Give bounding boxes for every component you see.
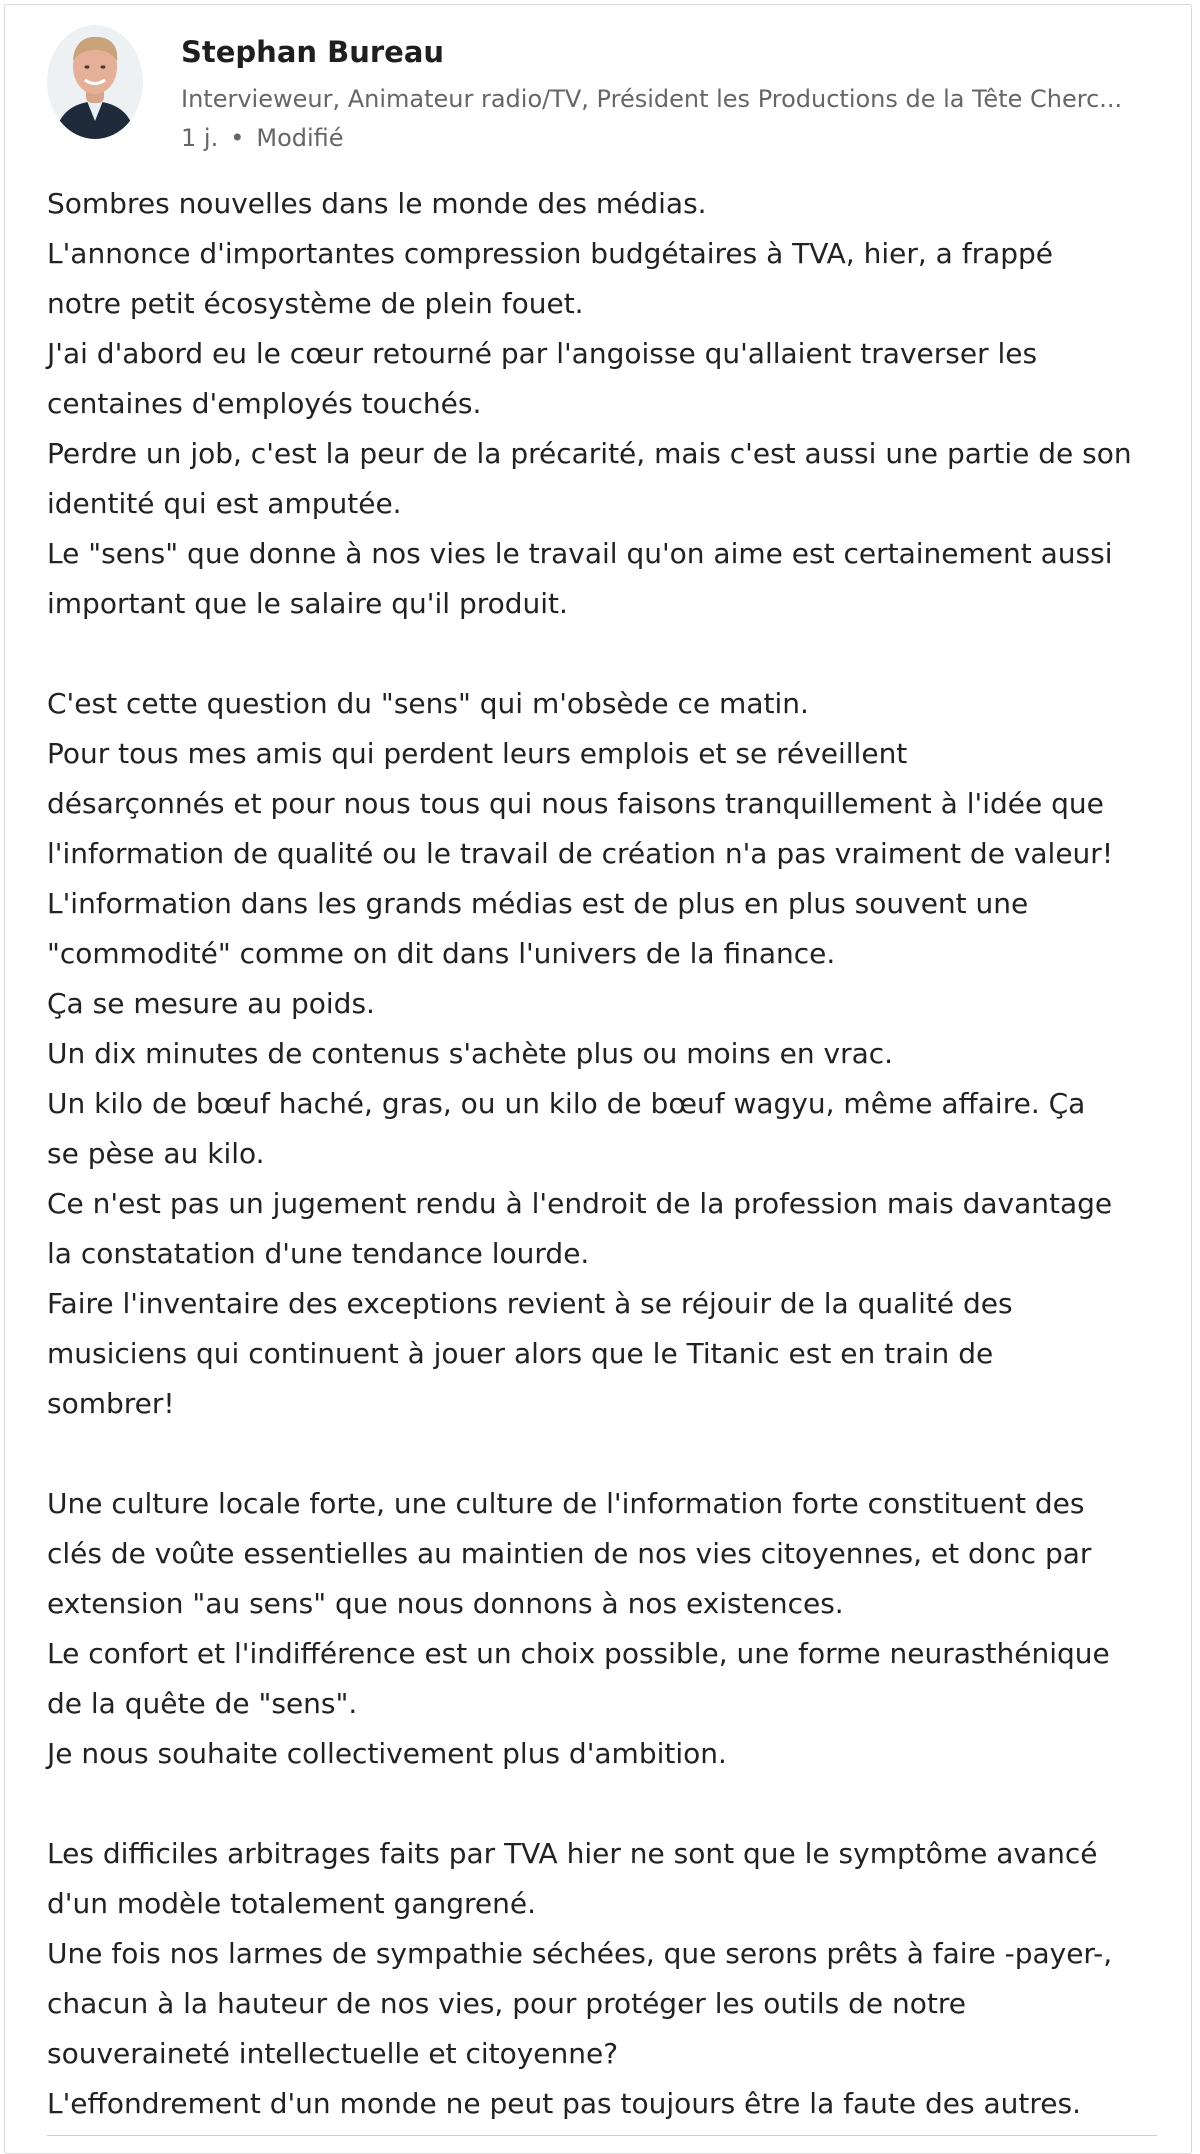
edited-label: Modifié	[256, 124, 344, 152]
post-text-line: Une fois nos larmes de sympathie séchées, que serons prêts à faire -payer-,	[47, 1937, 1113, 1970]
post-text-line: Ça se mesure au poids.	[47, 987, 375, 1020]
post-text-line: Un dix minutes de contenus s'achète plus ou moins en vrac.	[47, 1037, 894, 1070]
post-text-line: important que le salaire qu'il produit.	[47, 587, 568, 620]
post-text-line: Pour tous mes amis qui perdent leurs emplois et se réveillent	[47, 737, 908, 770]
post-text-line: "commodité" comme on dit dans l'univers de la finance.	[47, 937, 836, 970]
post-paragraph	[47, 679, 1177, 1429]
post-text-line: L'effondrement d'un monde ne peut pas toujours être la faute des autres.	[47, 2087, 1081, 2120]
post-paragraph	[47, 179, 1177, 629]
post-text-line: L'information dans les grands médias est de plus en plus souvent une	[47, 887, 1029, 920]
post-text-line: Sombres nouvelles dans le monde des médias.	[47, 187, 707, 220]
post-text-line: Faire l'inventaire des exceptions revient à se réjouir de la qualité des	[47, 1287, 1013, 1320]
post-text-line: souveraineté intellectuelle et citoyenne?	[47, 2037, 619, 2070]
post-text-line: Un kilo de bœuf haché, gras, ou un kilo de bœuf wagyu, même affaire. Ça	[47, 1087, 1086, 1120]
avatar[interactable]	[47, 25, 143, 139]
post-paragraph	[47, 1829, 1177, 2129]
post-text-line: Perdre un job, c'est la peur de la précarité, mais c'est aussi une partie de son	[47, 437, 1132, 470]
post-text-line: Une culture locale forte, une culture de l'information forte constituent des	[47, 1487, 1085, 1520]
post-text-line: l'information de qualité ou le travail de création n'a pas vraiment de valeur!	[47, 837, 1114, 870]
post-text-line: notre petit écosystème de plein fouet.	[47, 287, 584, 320]
post-card	[4, 4, 1192, 2154]
post-text-line: d'un modèle totalement gangrené.	[47, 1887, 537, 1920]
post-paragraph	[47, 1479, 1177, 1779]
person-portrait-icon	[47, 25, 143, 139]
author-headline: Intervieweur, Animateur radio/TV, Président les Productions de la Tête Cherc...	[181, 85, 1123, 113]
post-text-line: de la quête de "sens".	[47, 1687, 358, 1720]
post-text-line: L'annonce d'importantes compression budgétaires à TVA, hier, a frappé	[47, 237, 1054, 270]
post-age: 1 j.	[181, 124, 219, 152]
post-text-line: musiciens qui continuent à jouer alors que le Titanic est en train de	[47, 1337, 994, 1370]
post-text-line: Ce n'est pas un jugement rendu à l'endroit de la profession mais davantage	[47, 1187, 1113, 1220]
post-text-line: clés de voûte essentielles au maintien de nos vies citoyennes, et donc par	[47, 1537, 1092, 1570]
divider	[47, 2135, 1157, 2136]
post-header	[47, 25, 1167, 150]
author-name[interactable]: Stephan Bureau	[181, 35, 445, 69]
post-text-line: sombrer!	[47, 1387, 175, 1420]
post-text-line: Le "sens" que donne à nos vies le travail qu'on aime est certainement aussi	[47, 537, 1113, 570]
post-meta	[181, 124, 344, 152]
post-text-line: chacun à la hauteur de nos vies, pour protéger les outils de notre	[47, 1987, 966, 2020]
post-text-line: identité qui est amputée.	[47, 487, 402, 520]
post-text-line: extension "au sens" que nous donnons à nos existences.	[47, 1587, 844, 1620]
post-text-line: J'ai d'abord eu le cœur retourné par l'angoisse qu'allaient traverser les	[47, 337, 1038, 370]
post-text-line: centaines d'employés touchés.	[47, 387, 482, 420]
post-text-line: désarçonnés et pour nous tous qui nous faisons tranquillement à l'idée que	[47, 787, 1104, 820]
post-body	[47, 179, 1177, 2129]
post-text-line: C'est cette question du "sens" qui m'obsède ce matin.	[47, 687, 809, 720]
meta-separator: •	[230, 124, 245, 152]
post-text-line: la constatation d'une tendance lourde.	[47, 1237, 590, 1270]
post-text-line: Les difficiles arbitrages faits par TVA hier ne sont que le symptôme avancé	[47, 1837, 1098, 1870]
post-text-line: Le confort et l'indifférence est un choix possible, une forme neurasthénique	[47, 1637, 1110, 1670]
post-text-line: Je nous souhaite collectivement plus d'ambition.	[47, 1737, 727, 1770]
post-text-line: se pèse au kilo.	[47, 1137, 265, 1170]
